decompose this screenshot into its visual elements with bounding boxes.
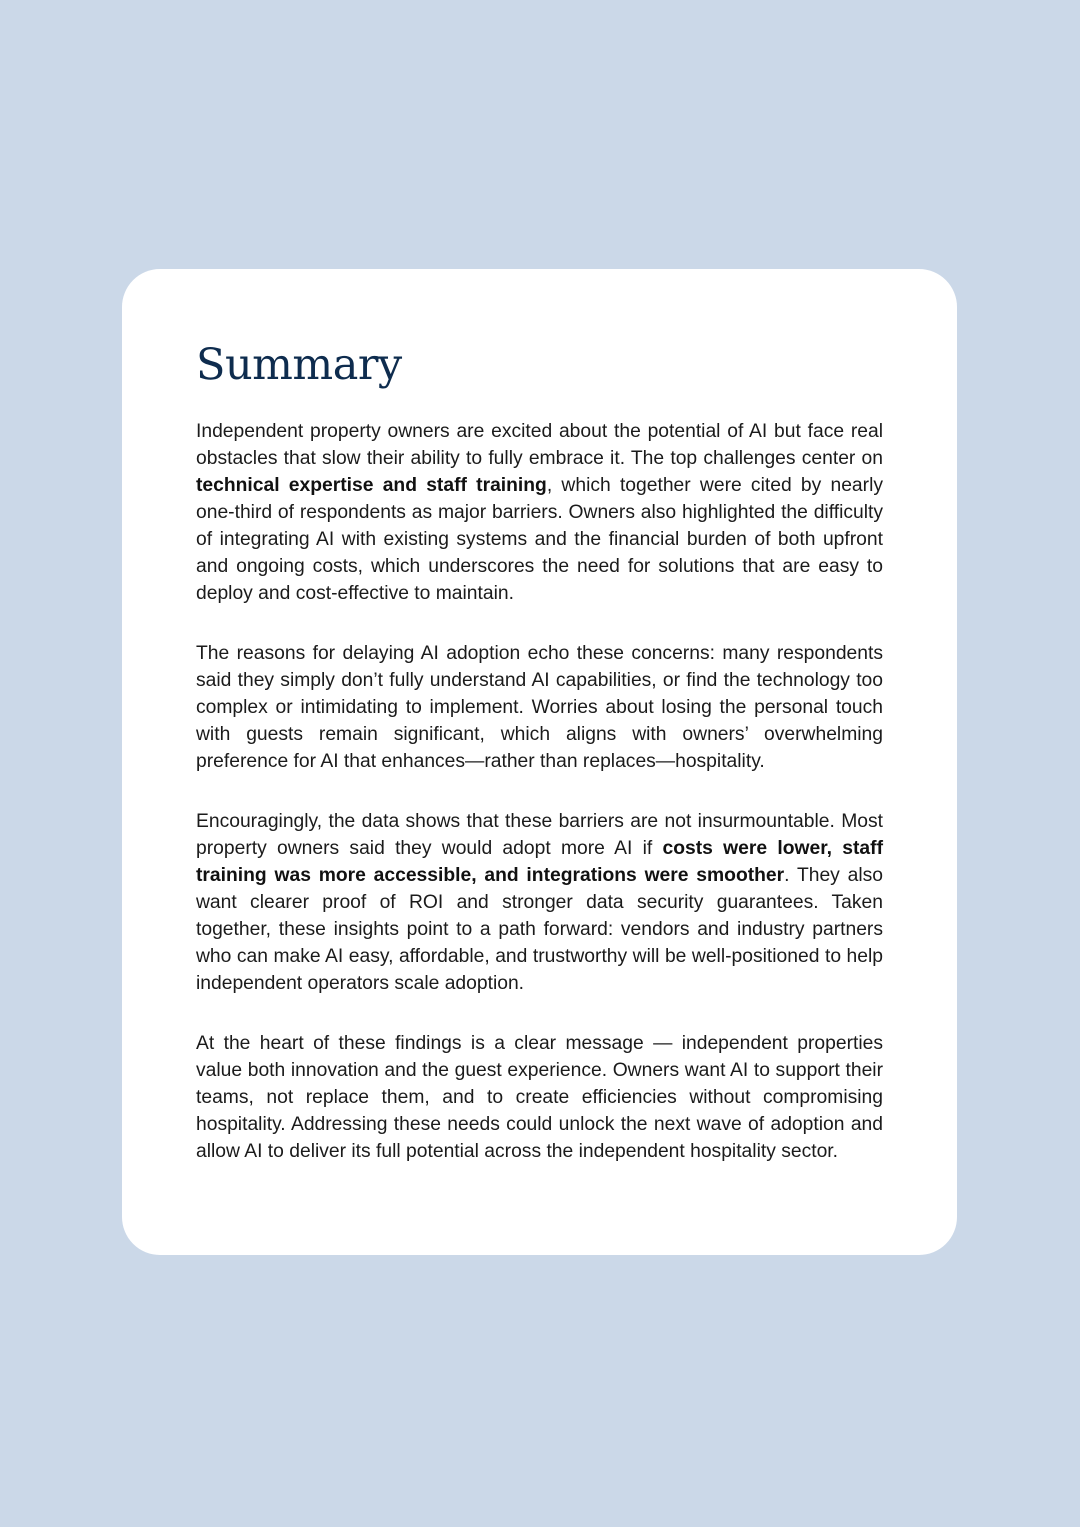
summary-paragraph-1 <box>196 418 883 607</box>
paragraph-3-emphasis: costs were lower, staff training was more accessible, and integrations were smoother <box>196 838 883 886</box>
summary-paragraph-3 <box>196 808 883 997</box>
summary-paragraph-2: The reasons for delaying AI adoption echo these concerns: many respondents said they simply don’t fully understand AI capabilities, or find the technology too complex or intimidating to implement. Worries about losing the personal touch with guests remain significant, which aligns with owners’ overwhelming preference for AI that enhances—rather than replaces—hospitality. <box>196 643 883 772</box>
paragraph-3-text-start: Encouragingly, the data shows that these barriers are not insurmountable. Most property owners said they would adopt more AI if <box>196 811 883 859</box>
paragraph-3-text-end: . They also want clearer proof of ROI and stronger data security guarantees. Taken together, these insights point to a path forward: vendors and industry partners who can make AI easy, affordable, and trustworthy will be well-positioned to help independent operators scale adoption. <box>196 865 883 994</box>
page-title: Summary <box>196 340 402 390</box>
paragraph-1-text-start: Independent property owners are excited about the potential of AI but face real obstacles that slow their ability to fully embrace it. The top challenges center on <box>196 421 883 469</box>
paragraph-1-emphasis: technical expertise and staff training <box>196 475 547 496</box>
summary-paragraph-4: At the heart of these findings is a clear message — independent properties value both innovation and the guest experience. Owners want AI to support their teams, not replace them, and to create efficiencies without compromising hospitality. Addressing these needs could unlock the next wave of adoption and allow AI to deliver its full potential across the independent hospitality sector. <box>196 1033 883 1162</box>
paragraph-1-text-end: , which together were cited by nearly one-third of respondents as major barriers. Owners also highlighted the difficulty of integrating AI with existing systems and the financial burden of both upfront and ongoing costs, which underscores the need for solutions that are easy to deploy and cost-effective to maintain. <box>196 475 883 604</box>
summary-card <box>122 269 957 1255</box>
